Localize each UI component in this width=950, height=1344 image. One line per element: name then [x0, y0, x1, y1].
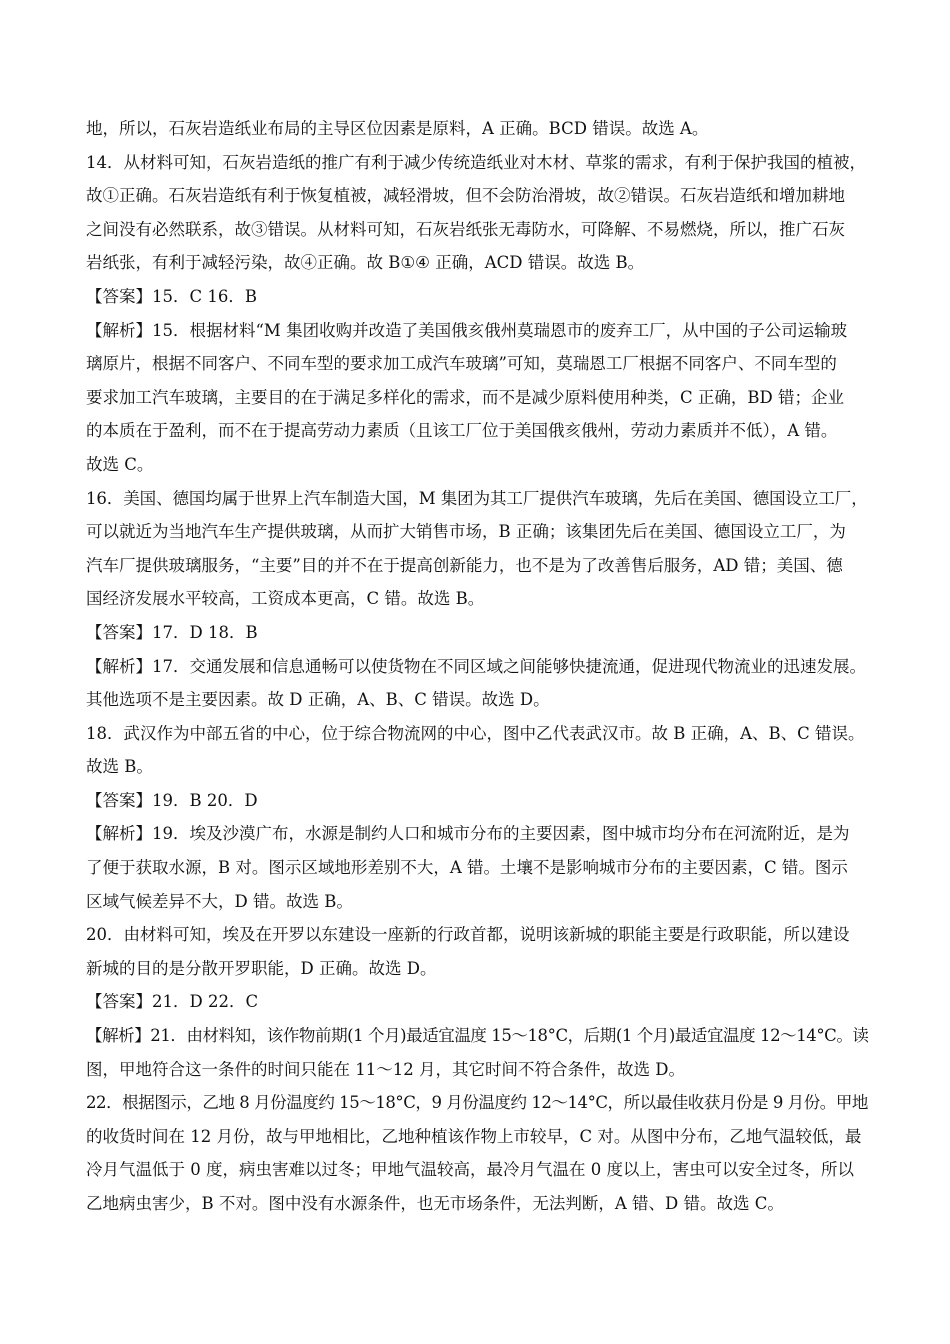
- text-line: 汽车厂提供玻璃服务，“主要”目的并不在于提高创新能力，也不是为了改善售后服务，AD 错；美国、德: [86, 555, 843, 575]
- analysis-line: 【解析】21．由材料知，该作物前期(1 个月)最适宜温度 15～18°C，后期(1 个月)最适宜温度 12～14°C。读: [86, 1026, 868, 1046]
- text-line: 乙地病虫害少，B 不对。图中没有水源条件，也无市场条件，无法判断，A 错、D 错。故选 C。: [86, 1194, 784, 1213]
- text-line: 18．武汉作为中部五省的中心，位于综合物流网的中心，图中乙代表武汉市。故 B 正确，A、B、C 错误。: [86, 723, 865, 743]
- analysis-line: 【解析】15．根据材料“M 集团收购并改造了美国俄亥俄州莫瑞恩市的废弃工厂，从中国的子公司运输玻: [86, 320, 848, 340]
- text-line: 了便于获取水源，B 对。图示区域地形差别不大，A 错。土壤不是影响城市分布的主要因素，C 错。图示: [86, 858, 848, 878]
- analysis-line: 【解析】19．埃及沙漠广布，水源是制约人口和城市分布的主要因素，图中城市均分布在河流附近，是为: [86, 824, 850, 844]
- text-line: 冷月气温低于 0 度，病虫害难以过冬；甲地气温较高，最冷月气温在 0 度以上，害虫可以安全过冬，所以: [86, 1160, 854, 1180]
- answer-line: 【答案】19．B 20．D: [86, 790, 258, 810]
- text-line: 国经济发展水平较高，工资成本更高，C 错。故选 B。: [86, 589, 485, 609]
- text-line: 20．由材料可知，埃及在开罗以东建设一座新的行政首都，说明该新城的职能主要是行政职能，所以建设: [86, 925, 850, 945]
- text-line: 地，所以，石灰岩造纸业布局的主导区位因素是原料，A 正确。BCD 错误。故选 A。: [86, 119, 709, 138]
- text-line: 故选 B。: [86, 757, 153, 777]
- text-line: 22．根据图示，乙地 8 月份温度约 15～18°C，9 月份温度约 12～14°C，所以最佳收获月份是 9 月份。甲地: [86, 1093, 868, 1113]
- analysis-line: 【解析】17．交通发展和信息通畅可以使货物在不同区域之间能够快捷流通，促进现代物流业的迅速发展。: [86, 656, 866, 676]
- text-line: 的本质在于盈利，而不在于提高劳动力素质（且该工厂位于美国俄亥俄州，劳动力素质并不低），A 错。: [86, 421, 838, 441]
- text-line: 16．美国、德国均属于世界上汽车制造大国，M 集团为其工厂提供汽车玻璃，先后在美国、德国设立工厂，: [86, 488, 868, 508]
- text-line: 故①正确。石灰岩造纸有利于恢复植被，减轻滑坡，但不会防治滑坡，故②错误。石灰岩造纸和增加耕地: [86, 186, 845, 206]
- text-line: 其他选项不是主要因素。故 D 正确，A、B、C 错误。故选 D。: [86, 690, 550, 710]
- text-line: 新城的目的是分散开罗职能，D 正确。故选 D。: [86, 958, 437, 978]
- text-line: 故选 C。: [86, 454, 154, 474]
- text-line: 要求加工汽车玻璃，主要目的在于满足多样化的需求，而不是减少原料使用种类，C 正确，BD 错；企业: [86, 387, 844, 407]
- text-line: 图，甲地符合这一条件的时间只能在 11～12 月，其它时间不符合条件，故选 D。: [86, 1059, 685, 1079]
- text-line: 14．从材料可知，石灰岩造纸的推广有利于减少传统造纸业对木材、草浆的需求，有利于保护我国的植被，: [86, 152, 866, 172]
- text-line: 的收货时间在 12 月份，故与甲地相比，乙地种植该作物上市较早，C 对。从图中分布，乙地气温较低，最: [86, 1126, 862, 1146]
- document-body: [86, 112, 868, 1221]
- text-line: 岩纸张，有利于减轻污染，故④正确。故 B①④ 正确，ACD 错误。故选 B。: [86, 253, 645, 273]
- text-line: 璃原片，根据不同客户、不同车型的要求加工成汽车玻璃”可知，莫瑞恩工厂根据不同客户、不同车型的: [86, 354, 837, 374]
- answer-line: 【答案】15．C 16．B: [86, 286, 257, 306]
- text-line: 可以就近为当地汽车生产提供玻璃，从而扩大销售市场，B 正确；该集团先后在美国、德国设立工厂，为: [86, 522, 846, 542]
- answer-line: 【答案】21．D 22．C: [86, 992, 259, 1012]
- answer-line: 【答案】17．D 18．B: [86, 622, 258, 642]
- text-line: 之间没有必然联系，故③错误。从材料可知，石灰岩纸张无毒防水，可降解、不易燃烧，所以，推广石灰: [86, 219, 845, 239]
- text-line: 区域气候差异不大，D 错。故选 B。: [86, 891, 353, 911]
